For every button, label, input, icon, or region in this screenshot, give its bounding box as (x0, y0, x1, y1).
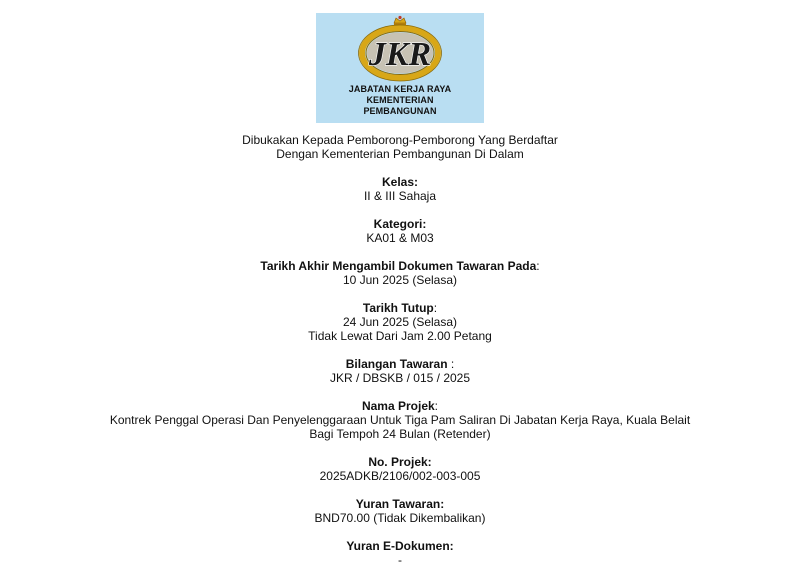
kategori-section (0, 217, 800, 245)
kelas-label: Kelas: (381, 175, 419, 189)
yuran-edokumen-label: Yuran E-Dokumen: (346, 539, 454, 553)
tarikh-akhir-value: 10 Jun 2025 (Selasa) (342, 273, 458, 287)
nama-projek-value: Kontrek Penggal Operasi Dan Penyelenggaraan Untuk Tiga Pam Saliran Di Jabatan Kerja Raya, Kuala Belait Bagi Tempoh 24 Bulan (Retender) (109, 413, 691, 441)
logo-line3: PEMBANGUNAN (363, 106, 437, 116)
kategori-value: KA01 & M03 (366, 231, 434, 245)
nama-projek-section (0, 399, 800, 441)
logo-line1: JABATAN KERJA RAYA (348, 84, 452, 94)
kelas-value: II & III Sahaja (363, 189, 437, 203)
bilangan-tawaran-colon: : (447, 357, 455, 371)
bilangan-tawaran-label: Bilangan Tawaran (345, 357, 448, 371)
intro-section (0, 133, 800, 161)
bilangan-tawaran-section (0, 357, 800, 385)
yuran-edokumen-section (0, 539, 800, 566)
jkr-logo (316, 13, 484, 123)
yuran-tawaran-label: Yuran Tawaran: (355, 497, 445, 511)
kategori-label: Kategori: (373, 217, 427, 231)
tarikh-tutup-section (0, 301, 800, 343)
tarikh-akhir-heading (0, 259, 800, 273)
intro-line-1: Dibukakan Kepada Pemborong-Pemborong Yang Berdaftar (242, 133, 558, 147)
yuran-edokumen-value: - (398, 553, 402, 566)
tarikh-tutup-colon: : (433, 301, 438, 315)
nama-projek-heading (0, 399, 800, 413)
tarikh-akhir-label: Tarikh Akhir Mengambil Dokumen Tawaran Pada (260, 259, 537, 273)
tarikh-tutup-heading (0, 301, 800, 315)
kelas-section (0, 175, 800, 203)
crown-icon (394, 16, 406, 26)
logo-mark-text: JKR (368, 36, 432, 73)
nama-projek-label: Nama Projek (361, 399, 435, 413)
yuran-tawaran-section (0, 497, 800, 525)
jkr-emblem-icon (316, 13, 484, 83)
tarikh-tutup-label: Tarikh Tutup (362, 301, 434, 315)
tarikh-akhir-section (0, 259, 800, 287)
no-projek-value: 2025ADKB/2106/002-003-005 (319, 469, 481, 483)
no-projek-section (0, 455, 800, 483)
tarikh-akhir-colon: : (536, 259, 540, 273)
logo-line2: KEMENTERIAN (366, 95, 434, 105)
bilangan-tawaran-value: JKR / DBSKB / 015 / 2025 (329, 371, 471, 385)
bilangan-tawaran-heading (0, 357, 800, 371)
tarikh-tutup-value-time: Tidak Lewat Dari Jam 2.00 Petang (308, 329, 492, 343)
intro-line-2: Dengan Kementerian Pembangunan Di Dalam (276, 147, 524, 161)
nama-projek-colon: : (434, 399, 439, 413)
no-projek-label: No. Projek: (368, 455, 432, 469)
yuran-tawaran-value: BND70.00 (Tidak Dikembalikan) (314, 511, 486, 525)
notice-body (0, 133, 800, 566)
tarikh-tutup-value-date: 24 Jun 2025 (Selasa) (342, 315, 458, 329)
